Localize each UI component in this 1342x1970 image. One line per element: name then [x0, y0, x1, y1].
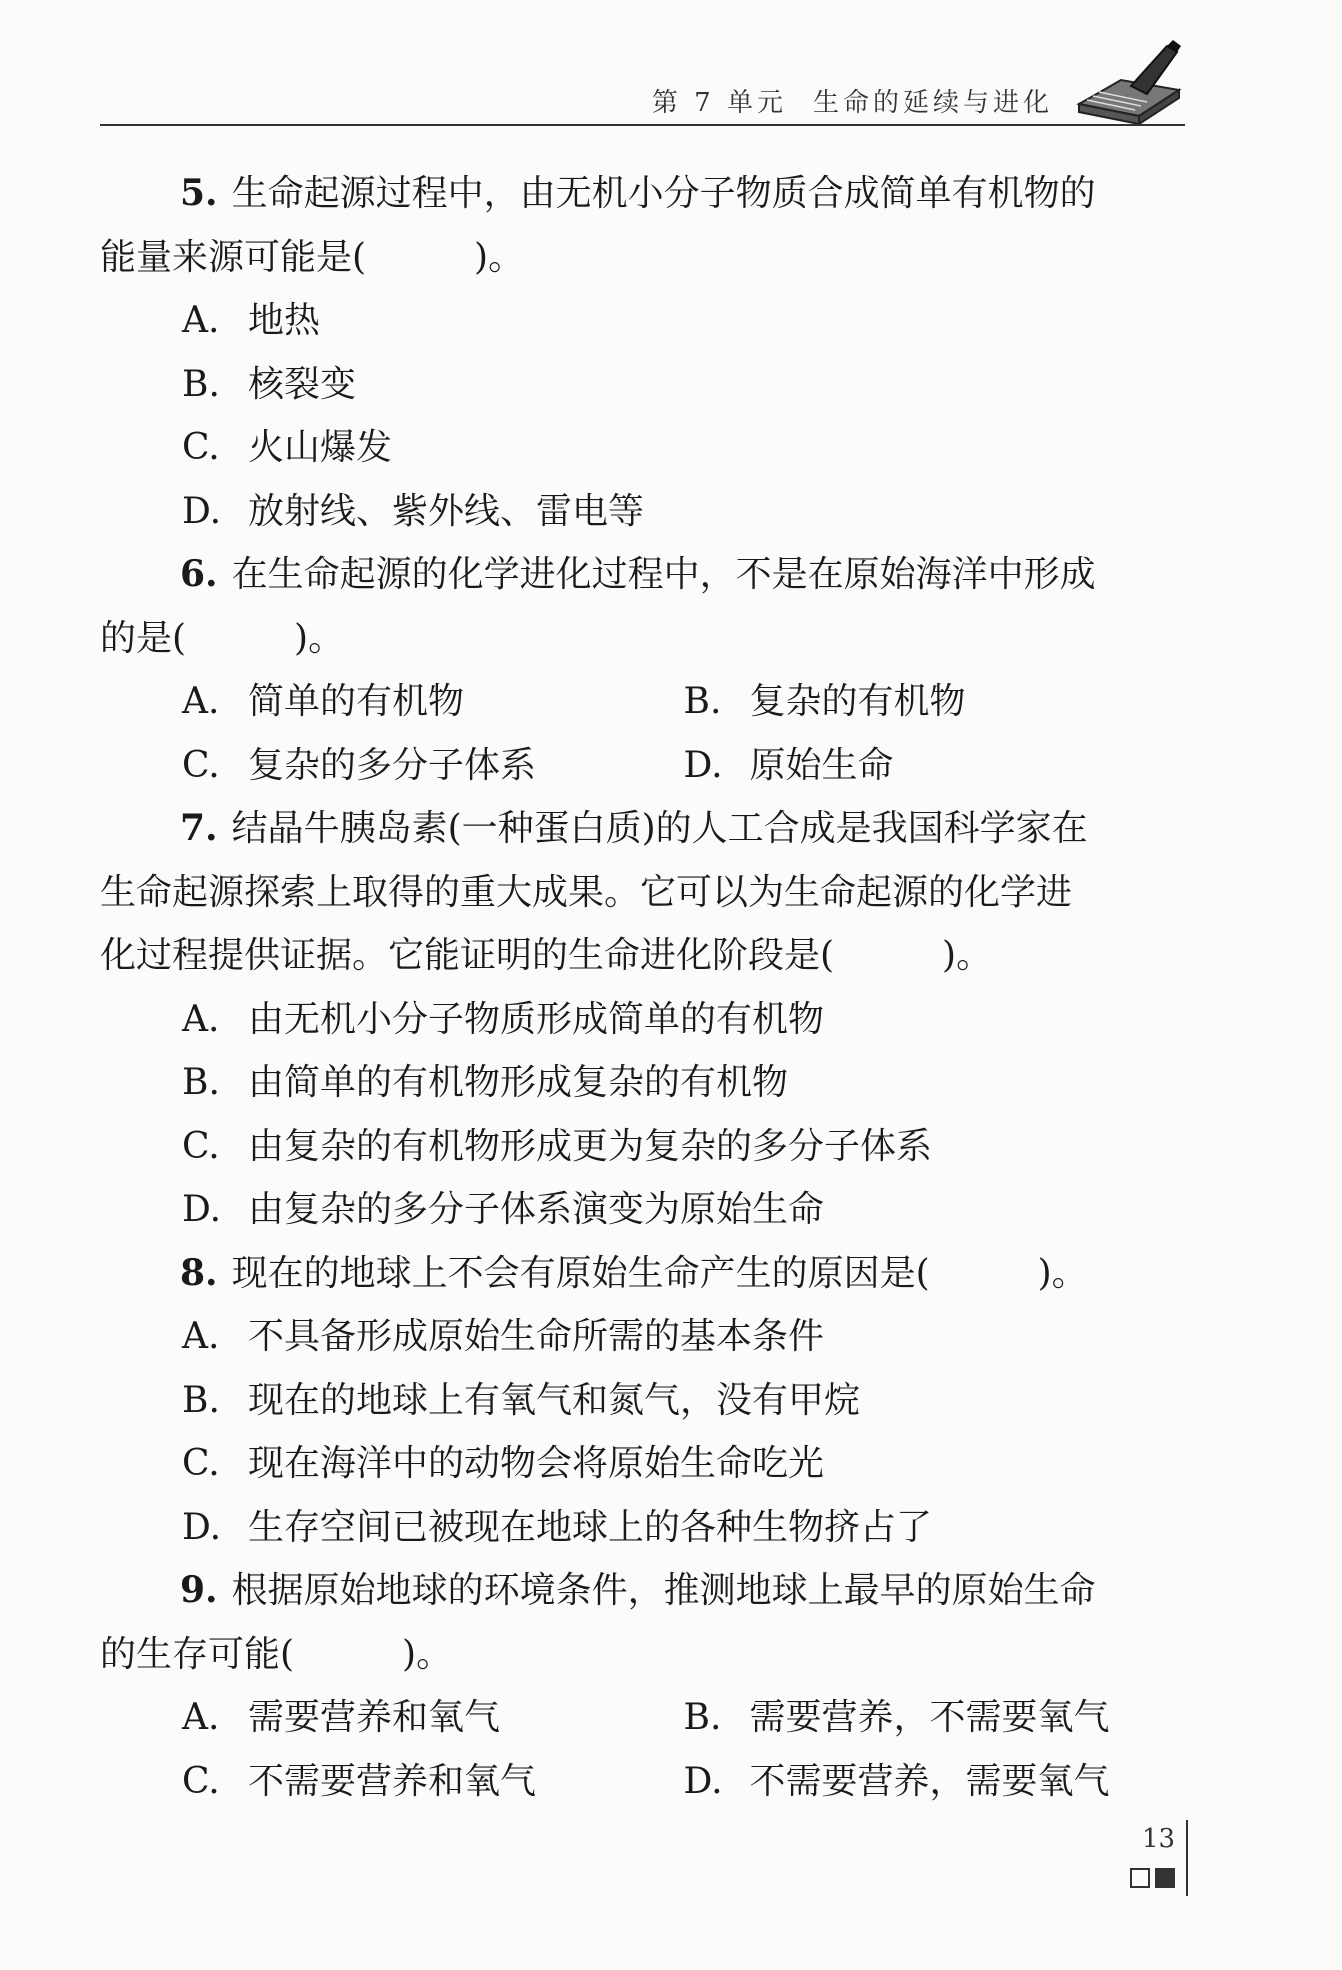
option-letter: A. — [182, 681, 220, 722]
option-letter: A. — [182, 1316, 220, 1357]
option-text: 需要营养，不需要氧气 — [749, 1697, 1110, 1738]
option-d — [684, 1750, 1186, 1814]
filled-square-icon — [1155, 1868, 1175, 1888]
option-text: 不需要营养，需要氧气 — [749, 1760, 1110, 1802]
option-letter: B. — [182, 1062, 220, 1103]
question-line — [100, 543, 1185, 607]
option-letter: D. — [182, 1189, 222, 1230]
option-d — [100, 1496, 1185, 1560]
option-text: 需要营养和氧气 — [248, 1697, 501, 1738]
option-a — [182, 1686, 684, 1750]
question-line: 化过程提供证据。它能证明的生命进化阶段是( )。 — [100, 935, 993, 976]
option-text: 核裂变 — [248, 363, 357, 405]
option-text: 放射线、紫外线、雷电等 — [248, 490, 645, 532]
option-text: 由复杂的有机物形成更为复杂的多分子体系 — [248, 1125, 933, 1167]
option-letter: D. — [182, 490, 222, 532]
option-letter: C. — [182, 744, 220, 786]
option-letter: A. — [182, 998, 220, 1040]
option-d — [100, 1178, 1185, 1242]
option-d — [100, 480, 1185, 544]
option-letter: B. — [182, 363, 220, 405]
option-text: 复杂的多分子体系 — [248, 744, 537, 786]
question-number: 6. — [180, 553, 218, 595]
option-letter: B. — [182, 1379, 220, 1421]
header-rule — [100, 124, 1185, 126]
empty-square-icon — [1130, 1868, 1150, 1888]
question-line — [100, 1242, 1185, 1306]
option-text: 生存空间已被现在地球上的各种生物挤占了 — [248, 1506, 933, 1548]
option-letter: B. — [683, 1697, 722, 1738]
option-text: 由简单的有机物形成复杂的有机物 — [248, 1062, 789, 1103]
header-unit: 第 7 单元 — [651, 88, 787, 118]
option-b — [684, 1686, 1186, 1750]
option-c — [100, 1432, 1185, 1496]
option-letter: D. — [683, 744, 723, 786]
question-7 — [100, 797, 1185, 1242]
option-a — [182, 670, 684, 734]
option-letter: C. — [182, 1760, 220, 1802]
option-letter: A. — [182, 1697, 220, 1738]
option-c — [182, 734, 684, 798]
question-number: 5. — [180, 172, 218, 214]
question-number: 7. — [180, 807, 218, 849]
question-line — [100, 162, 1185, 226]
page-header — [100, 40, 1185, 128]
option-row — [100, 1750, 1185, 1814]
page-number: 13 — [1142, 1824, 1176, 1854]
option-text: 火山爆发 — [248, 427, 393, 468]
question-5 — [100, 162, 1185, 543]
question-text: 现在的地球上不会有原始生命产生的原因是( )。 — [231, 1252, 1088, 1294]
question-text: 根据原始地球的环境条件，推测地球上最早的原始生命 — [231, 1570, 1096, 1611]
question-text: 在生命起源的化学进化过程中，不是在原始海洋中形成 — [231, 554, 1096, 595]
option-text: 现在的地球上有氧气和氮气，没有甲烷 — [248, 1379, 861, 1421]
question-number: 9. — [180, 1569, 218, 1611]
question-6 — [100, 543, 1185, 797]
question-8 — [100, 1242, 1185, 1560]
option-letter: C. — [182, 427, 220, 468]
option-b — [100, 1369, 1185, 1433]
question-text: 生命起源过程中，由无机小分子物质合成简单有机物的 — [231, 173, 1096, 214]
option-text: 现在海洋中的动物会将原始生命吃光 — [248, 1443, 825, 1484]
header-text — [652, 82, 1053, 119]
question-line: 生命起源探索上取得的重大成果。它可以为生命起源的化学进 — [100, 871, 1073, 913]
option-row — [100, 734, 1185, 798]
option-b — [684, 670, 1186, 734]
question-line: 能量来源可能是( )。 — [100, 236, 525, 278]
option-text: 由无机小分子物质形成简单的有机物 — [248, 998, 825, 1040]
option-text: 简单的有机物 — [248, 681, 465, 722]
question-line: 的是( )。 — [100, 617, 345, 659]
question-line — [100, 797, 1185, 861]
option-text: 不需要营养和氧气 — [248, 1760, 537, 1802]
question-text: 结晶牛胰岛素(一种蛋白质)的人工合成是我国科学家在 — [231, 808, 1088, 849]
question-number: 8. — [180, 1251, 218, 1294]
option-c — [100, 416, 1185, 480]
header-title: 生命的延续与进化 — [812, 88, 1053, 118]
question-line — [100, 1559, 1185, 1623]
option-d — [684, 734, 1186, 798]
option-letter: D. — [182, 1506, 222, 1548]
option-b — [100, 353, 1185, 417]
option-c — [100, 1115, 1185, 1179]
option-text: 原始生命 — [749, 744, 894, 786]
option-a — [100, 1305, 1185, 1369]
option-a — [100, 289, 1185, 353]
option-row — [100, 1686, 1185, 1750]
option-text: 由复杂的多分子体系演变为原始生命 — [248, 1189, 825, 1230]
option-row — [100, 670, 1185, 734]
questions — [100, 162, 1185, 1813]
question-line: 的生存可能( )。 — [100, 1633, 453, 1675]
footer-rule — [1186, 1820, 1188, 1896]
option-b — [100, 1051, 1185, 1115]
page-footer — [1130, 1820, 1200, 1900]
option-text: 不具备形成原始生命所需的基本条件 — [248, 1316, 825, 1357]
option-letter: A. — [182, 300, 220, 341]
option-text: 复杂的有机物 — [749, 681, 966, 722]
option-a — [100, 988, 1185, 1052]
option-text: 地热 — [248, 300, 321, 341]
option-c — [182, 1750, 684, 1814]
option-letter: C. — [182, 1125, 220, 1167]
option-letter: D. — [683, 1760, 723, 1802]
option-letter: C. — [182, 1443, 220, 1484]
book-icon — [1073, 40, 1185, 126]
question-9 — [100, 1559, 1185, 1813]
option-letter: B. — [683, 681, 722, 722]
